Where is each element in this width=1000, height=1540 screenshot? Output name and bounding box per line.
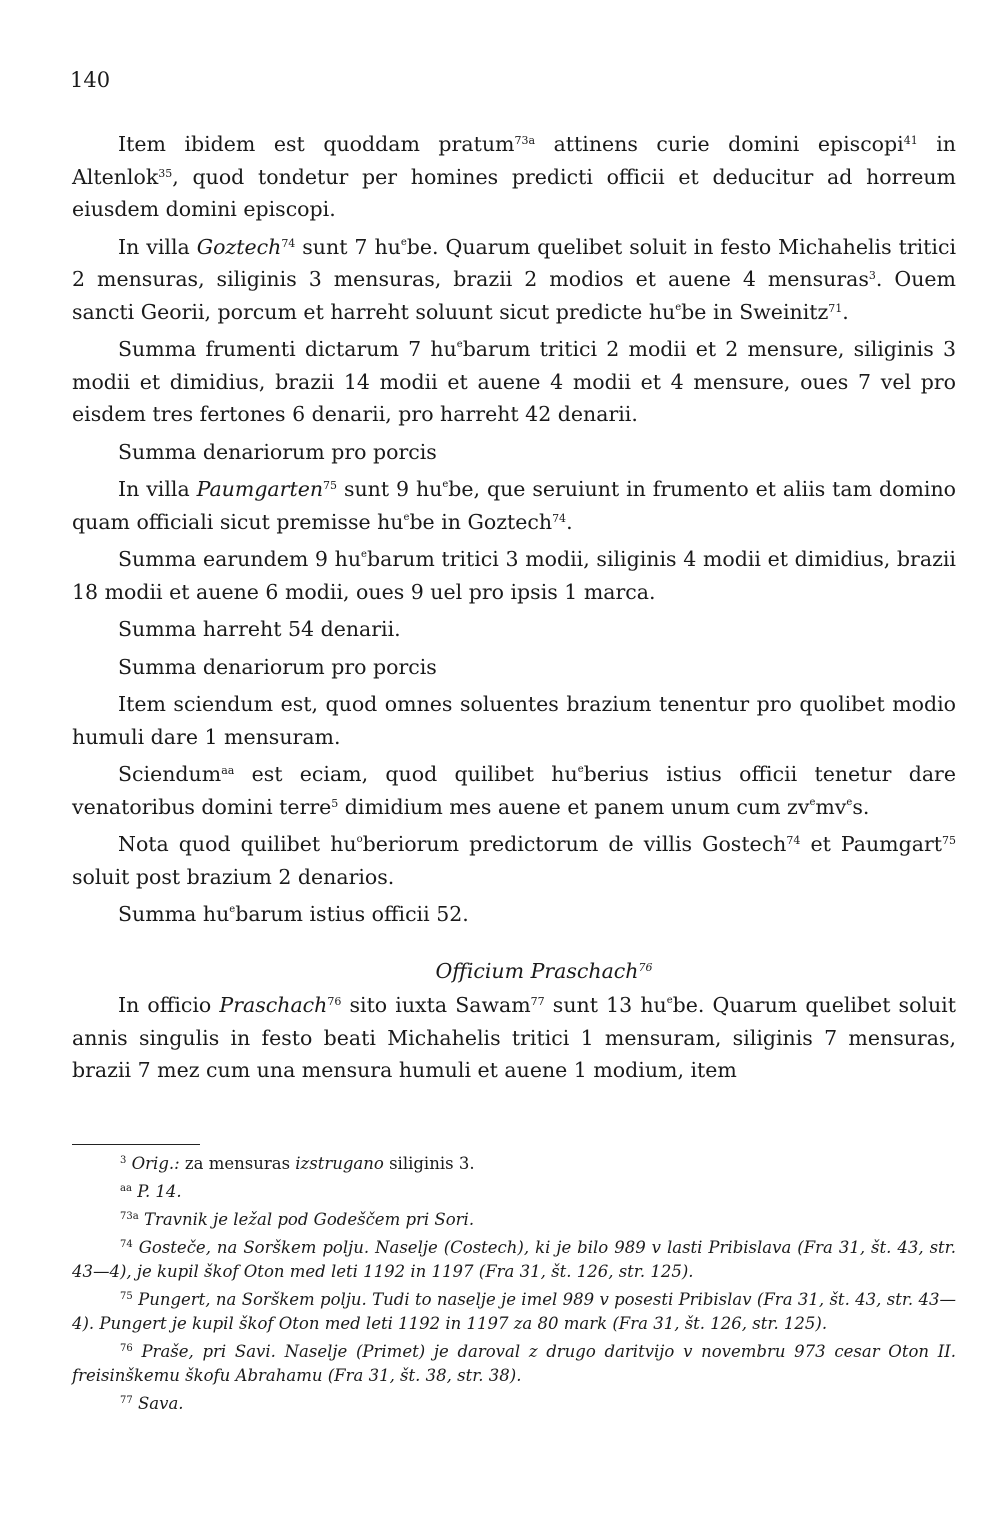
footnote-3: $^3$ Orig.: za mensuras izstrugano siliginis 3. <box>120 1154 475 1173</box>
footnote-75: $^{75}$ Pungert, na Sorškem polju. Tudi to naselje je imel 989 v posesti Pribislav (Fra 31, št. 43, str. 43—4). Pungert je kupil škof Oton med leti 1192 in 1197 za 80 mark (Fra 31, št. 126, str. 125). <box>72 1290 957 1333</box>
footnote-ref: 74 <box>552 511 567 525</box>
paragraph-6: Summa earundem 9 $hu^ebarum$ tritici 3 modii, siliginis 4 modii et dimidius, brazii 18 modii et auene 6 modii, oues 9 uel pro ipsis 1 marca. <box>72 547 956 604</box>
footnote-ref: 74 <box>786 834 801 847</box>
place-name: Goztech <box>196 234 282 259</box>
superscript-letter: o <box>356 834 363 845</box>
superscript-letter: e <box>846 796 853 808</box>
footnote-74: $^{74}$ Gosteče, na Sorškem polju. Naselje (Costech), ki je bilo 989 v lasti Pribislava (Fra 31, št. 43, str. 43—4), je kupil škof Oton med leti 1192 in 1197 (Fra 31, št. 126, str. 125). <box>72 1238 956 1281</box>
paragraph-5: In villa Paumgarten$^{75}$ sunt 9 $hu^ebe$, que seruiunt in frumento et aliis tam domino quam officiali sicut premisse $hu^ebe$ in Goztech$^{74}$. <box>72 477 956 534</box>
superscript-letter: e <box>442 479 449 490</box>
footnote-ref: 3 <box>868 269 876 282</box>
footnote-ref: 76 <box>638 960 653 974</box>
paragraph-11: Nota quod quilibet $hu^oberiorum$ predictorum de villis Gostech$^{74}$ et Paumgart$^{75}$ soluit post brazium 2 denarios. <box>72 832 956 889</box>
footnote-ref: 35 <box>158 166 173 180</box>
paragraph-9: Item sciendum est, quod omnes soluentes brazium tenentur pro quolibet modio humuli dare 1 mensuram. <box>72 692 956 749</box>
footnotes <box>72 1152 956 1420</box>
superscript-letter: e <box>809 796 816 808</box>
footnote-divider <box>72 1144 200 1145</box>
paragraph-8: Summa denariorum pro porcis <box>118 654 437 679</box>
superscript-letter: e <box>675 301 682 313</box>
footnote-77: $^{77}$ Sava. <box>120 1394 184 1413</box>
footnote-ref: 41 <box>903 134 918 147</box>
paragraph-1: Item ibidem est quoddam pratum$^{73a}$ attinens curie domini episcopi$^{41}$ in Altenlok$^{35}$, quod tondetur per homines predicti officii et deducitur ad horreum eiusdem domini episcopi. <box>72 132 957 221</box>
place-name: Praschach <box>219 993 328 1017</box>
superscript-letter: e <box>403 511 410 523</box>
footnote-ref: 5 <box>331 796 339 810</box>
footnote-ref: 74 <box>281 236 296 250</box>
footnote-73a: $^{73a}$ Travnik je ležal pod Godeščem pri Sori. <box>120 1210 475 1229</box>
footnote-ref: 75 <box>942 834 956 847</box>
superscript-letter: e <box>229 904 236 915</box>
paragraph-13: In officio Praschach$^{76}$ sito iuxta Sawam$^{77}$ sunt 13 $hu^ebe$. Quarum quelibet soluit annis singulis in festo beati Michahelis tritici 1 mensuram, siliginis 7 mensuras, brazii 7 mez cum una mensura humuli et auene 1 modium, item <box>72 993 956 1082</box>
footnote-ref: 73a <box>514 134 536 147</box>
paragraph-2: In villa Goztech$^{74}$ sunt 7 $hu^ebe$. Quarum quelibet soluit in festo Michahelis tritici 2 mensuras, siliginis 3 mensuras, brazii 2 modios et auene 4 mensuras$^3$. Ouem sancti Georii, porcum et harreht soluunt sicut predicte $hu^ebe$ in Sweinitz$^{71}$. <box>72 234 956 324</box>
footnote-ref: 71 <box>828 301 843 315</box>
main-text <box>72 128 956 1092</box>
superscript-letter: e <box>400 236 407 248</box>
paragraph-10: Sciendum$^{aa}$ est eciam, quod quilibet $hu^eberius$ istius officii tenetur dare venatoribus domini terre$^5$ dimidium mes auene et panem unum cum $zv^emv^es$. <box>72 762 956 819</box>
superscript-letter: e <box>361 549 367 560</box>
footnote-76: $^{76}$ Praše, pri Savi. Naselje (Primet) je daroval z drugo daritvijo v novembru 973 cesar Oton II. freisinškemu škofu Abrahamu (Fra 31, št. 38, str. 38). <box>72 1342 957 1385</box>
paragraph-12: Summa $hu^ebarum$ istius officii 52. <box>118 902 469 926</box>
footnote-aa: $^{aa}$ P. 14. <box>120 1182 182 1201</box>
section-heading: Officium Praschach$^{76}$ <box>435 958 653 983</box>
footnote-ref: aa <box>221 764 235 777</box>
page-number: 140 <box>70 68 111 92</box>
place-name: Paumgarten <box>196 477 324 501</box>
paragraph-3: Summa frumenti dictarum 7 $hu^ebarum$ tritici 2 modii et 2 mensure, siliginis 3 modii et dimidius, brazii 14 modii et auene 4 modii et 4 mensure, oues 7 vel pro eisdem tres fertones 6 denarii, pro harreht 42 denarii. <box>72 337 956 426</box>
footnote-ref: 75 <box>323 479 338 492</box>
paragraph-4: Summa denariorum pro porcis <box>118 439 437 464</box>
superscript-letter: e <box>666 995 673 1006</box>
footnote-ref: 77 <box>530 995 545 1008</box>
paragraph-7: Summa harreht 54 denarii. <box>118 617 401 641</box>
footnote-ref: 76 <box>327 995 342 1008</box>
superscript-letter: e <box>456 339 463 350</box>
superscript-letter: e <box>577 764 584 775</box>
